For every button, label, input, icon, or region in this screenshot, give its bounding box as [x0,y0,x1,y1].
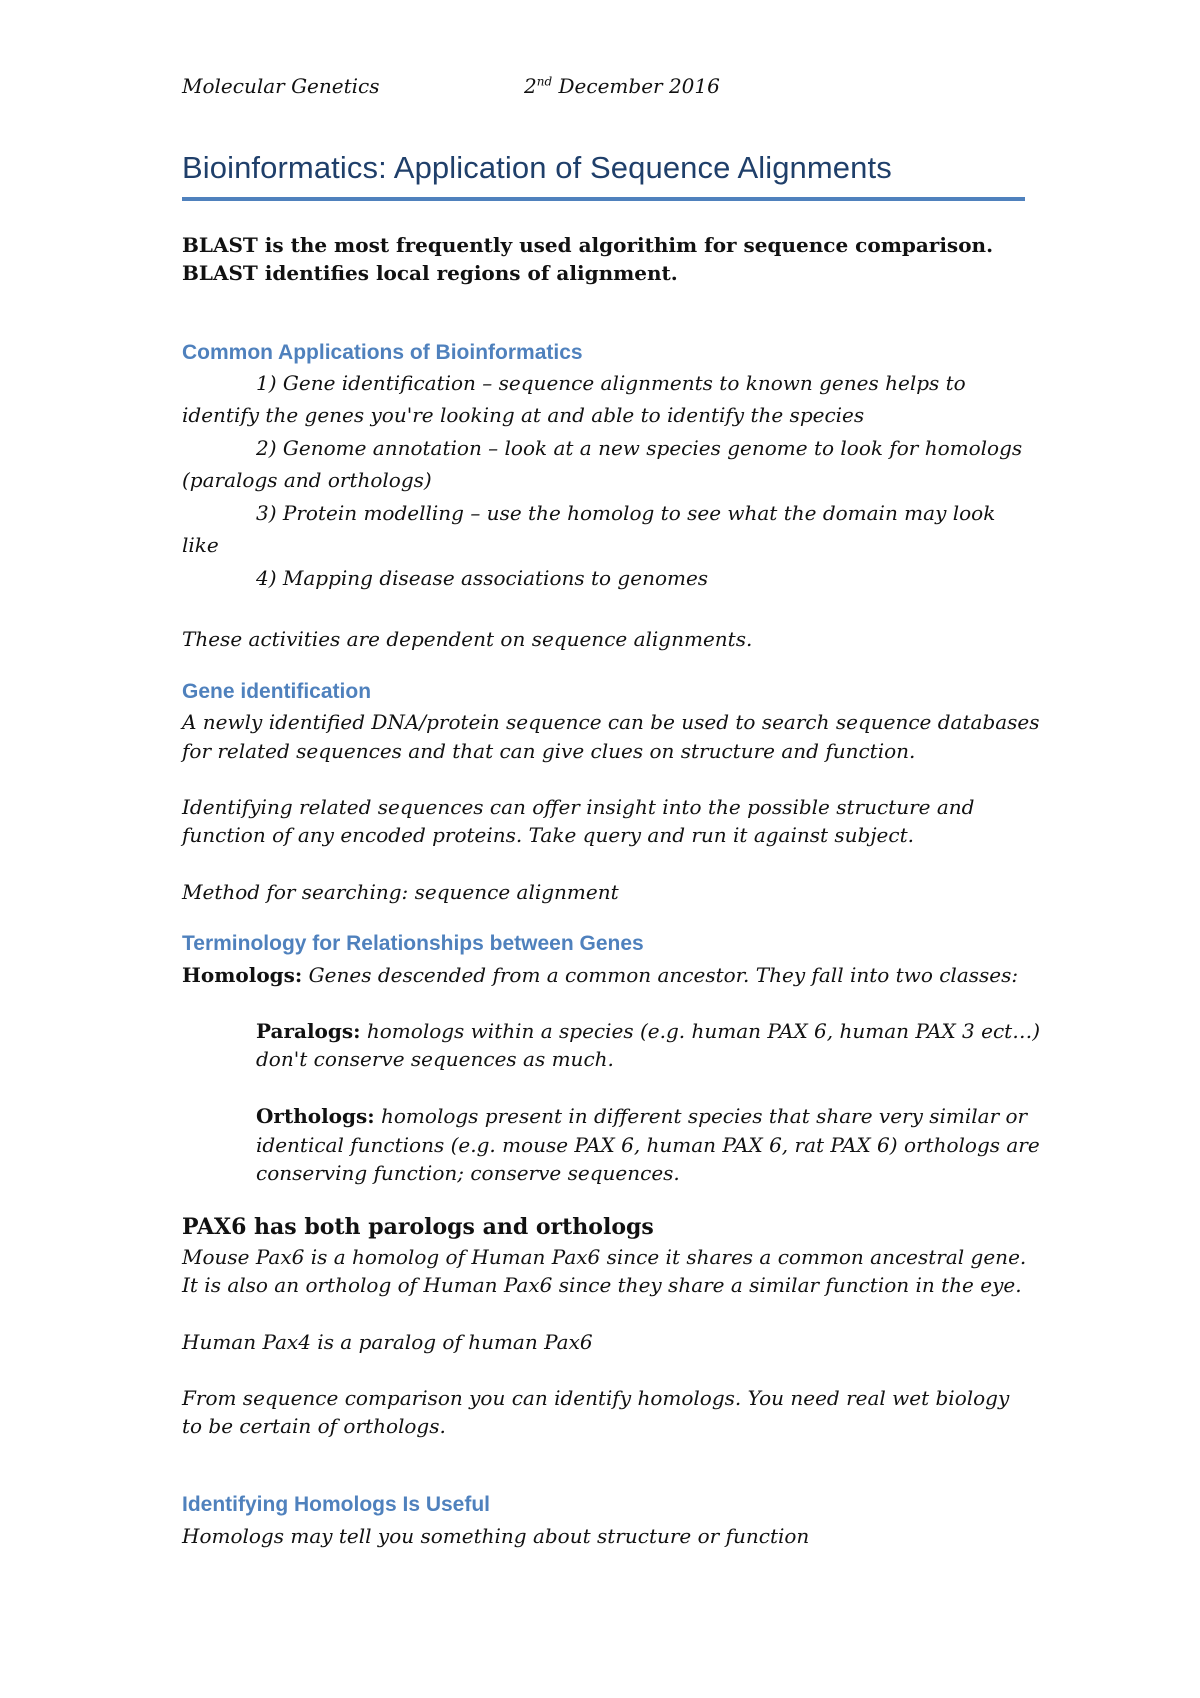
paralogs-label: Paralogs: [256,1019,361,1043]
gene-id-p2-a: Identifying related sequences can offer insight into the possible structure and [182,795,975,819]
heading-pax6: PAX6 has both parologs and orthologs [182,1214,654,1240]
applications-note: These activities are dependent on sequence alignments. [182,627,753,651]
paralogs-definition [256,1019,1040,1043]
intro-line-1: BLAST is the most frequently used algorithim for sequence comparison. [182,233,994,257]
orthologs-text-2: identical functions (e.g. mouse PAX 6, human PAX 6, rat PAX 6) orthologs are [256,1133,1040,1157]
gene-id-p2-b: function of any encoded proteins. Take query and run it against subject. [182,823,914,847]
orthologs-label: Orthologs: [256,1104,375,1128]
pax6-line-1: Mouse Pax6 is a homolog of Human Pax6 since it shares a common ancestral gene. [182,1245,1027,1269]
date-rest: December 2016 [552,74,720,98]
gene-id-method: Method for searching: sequence alignment [182,880,619,904]
page-title: Bioinformatics: Application of Sequence Alignments [182,150,892,185]
date-day: 2 [524,74,537,98]
app-1-line-a: 1) Gene identification – sequence alignments to known genes helps to [256,371,966,395]
homologs-label: Homologs: [182,963,303,987]
app-2-line-a: 2) Genome annotation – look at a new species genome to look for homologs [256,436,1023,460]
app-3-line-b: like [182,533,219,557]
useful-line-1: Homologs may tell you something about structure or function [182,1524,810,1548]
homologs-text: Genes descended from a common ancestor. They fall into two classes: [302,963,1019,987]
app-2-line-b: (paralogs and orthologs) [182,468,432,492]
heading-identifying-homologs: Identifying Homologs Is Useful [182,1493,491,1516]
app-3-line-a: 3) Protein modelling – use the homolog to see what the domain may look [256,501,996,525]
orthologs-text-3: conserving function; conserve sequences. [256,1161,680,1185]
app-1-line-b: identify the genes you're looking at and able to identify the species [182,403,865,427]
paralogs-text-2: don't conserve sequences as much. [256,1047,614,1071]
heading-gene-identification: Gene identification [182,680,372,703]
orthologs-definition [256,1104,1027,1128]
paralogs-text: homologs within a species (e.g. human PAX 6, human PAX 3 ect…) [360,1019,1040,1043]
intro-line-2: BLAST identifies local regions of alignment. [182,261,678,285]
gene-id-p1-a: A newly identified DNA/protein sequence can be used to search sequence databases [182,710,1040,734]
gene-id-p1-b: for related sequences and that can give clues on structure and function. [182,739,916,763]
header-course: Molecular Genetics [182,74,380,98]
header-date [524,74,720,98]
date-suffix: nd [536,74,553,89]
heading-terminology: Terminology for Relationships between Genes [182,932,644,955]
title-underline [182,197,1025,201]
homologs-definition [182,963,1018,987]
pax6-line-5: to be certain of orthologs. [182,1414,446,1438]
app-4-line: 4) Mapping disease associations to genomes [256,566,709,590]
pax6-line-4: From sequence comparison you can identify homologs. You need real wet biology [182,1386,1010,1410]
orthologs-text: homologs present in different species that share very similar or [374,1104,1028,1128]
pax6-line-2: It is also an ortholog of Human Pax6 since they share a similar function in the eye. [182,1273,1022,1297]
heading-common-applications: Common Applications of Bioinformatics [182,341,583,364]
pax6-line-3: Human Pax4 is a paralog of human Pax6 [182,1330,593,1354]
